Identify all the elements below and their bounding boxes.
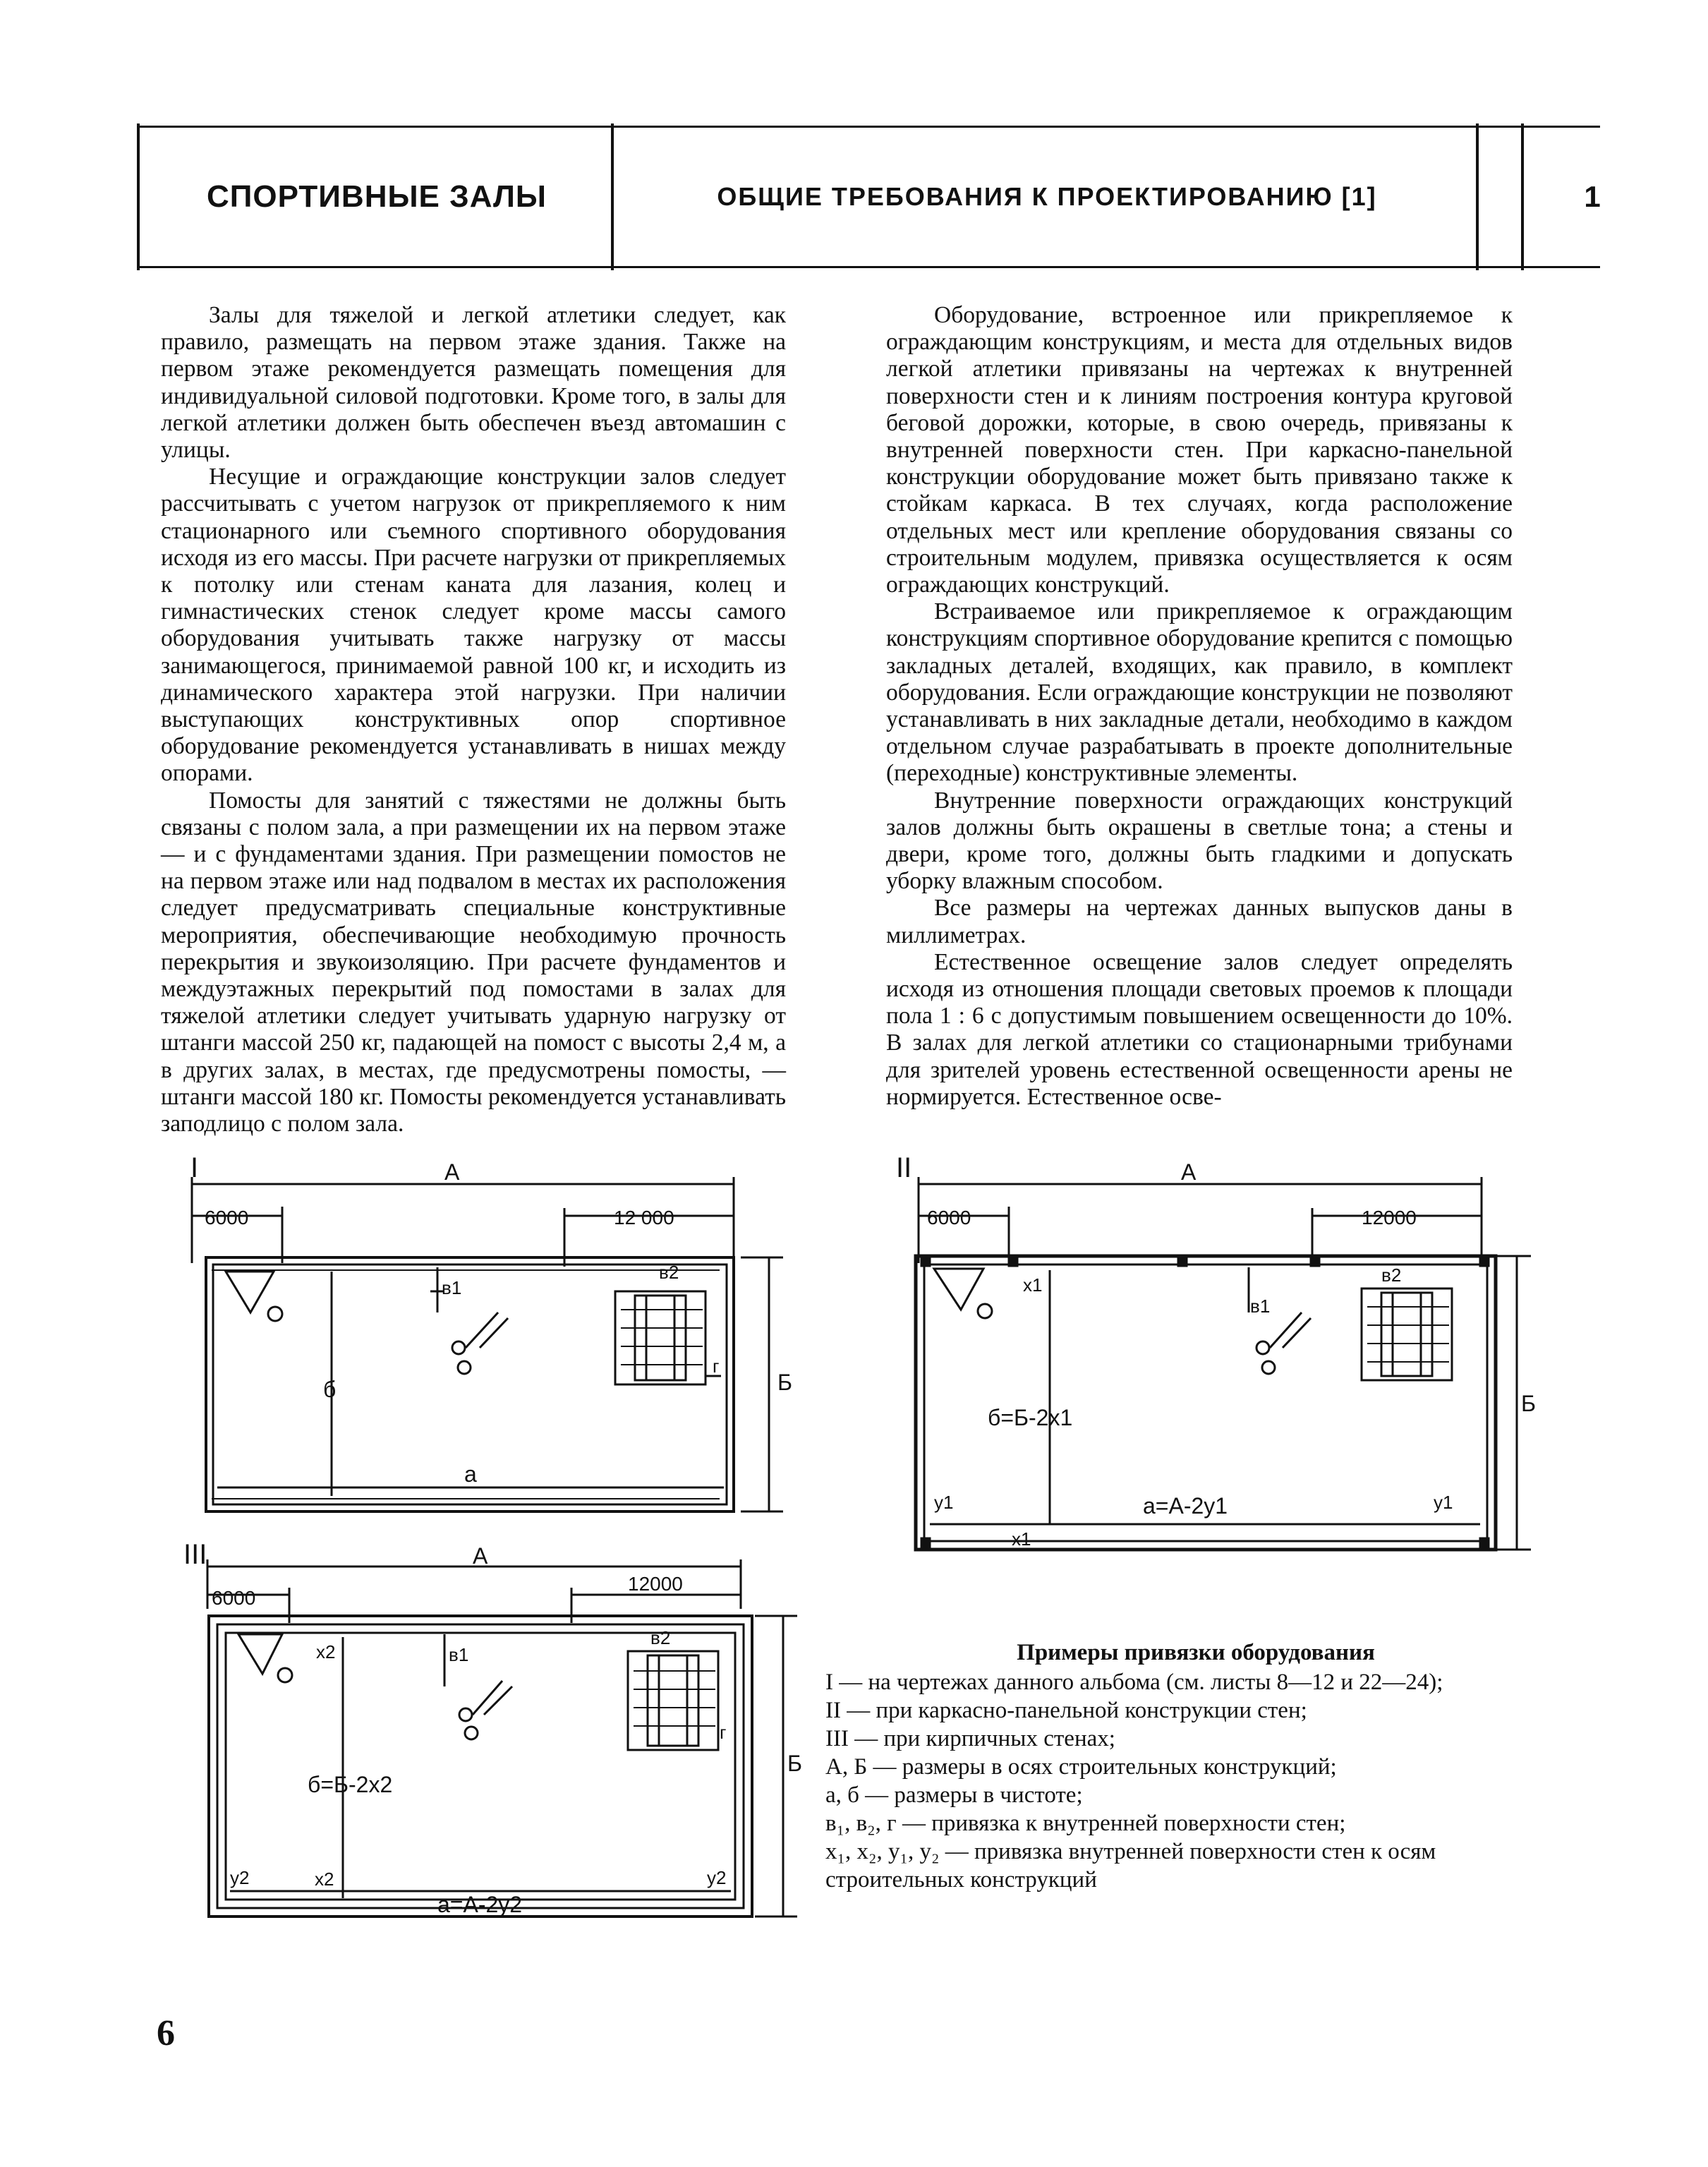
paragraph: Внутренние поверхности ограждающих конструкций залов должны быть окрашены в светлые тона; а стены и двери, кроме того, должны быть гладкими и допускать уборку влажным способом.: [886, 787, 1513, 895]
paragraph: Залы для тяжелой и легкой атлетики следует, как правило, размещать на первом этаже здания. Также на первом этаже рекомендуется размещать помещения для индивидуальной силовой подготовки. Кроме того, в залы для легкой атлетики должен быть обеспечен въезд автомашин с улицы.: [161, 302, 786, 464]
b1-label: в1: [1250, 1296, 1271, 1317]
dim-A-label: А: [444, 1159, 460, 1185]
caption-line: А, Б — размеры в осях строительных конструкций;: [825, 1754, 1337, 1780]
y2-label: у2: [230, 1867, 250, 1888]
dim-A-label: А: [1181, 1159, 1197, 1185]
y1-label: у1: [1434, 1492, 1453, 1513]
header-divider: [1521, 123, 1524, 270]
page-header: [137, 126, 1600, 268]
b2-label: в2: [650, 1627, 671, 1648]
caption-title: Примеры привязки оборудования: [1017, 1640, 1375, 1665]
inner-a-label: а=А-2у1: [1143, 1493, 1228, 1519]
caption-line: x₁, x₂, y₁, y₂ — привязка внутренней поверхности стен к осям строительных конструкций: [825, 1839, 1436, 1893]
paragraph: Естественное освещение залов следует определять исходя из отношения площади световых проемов к площади пола 1 : 6 с допустимым повышением освещенности до 10%. В залах для легкой атлетики со стационарными трибунами для зрителей уровень естественной освещенности арены не нормируется. Естественное осве-: [886, 948, 1513, 1110]
dim-6000-label: 6000: [205, 1207, 249, 1229]
x1-label: x1: [1023, 1274, 1043, 1296]
plan-diagram-2: [896, 1143, 1536, 1550]
inner-b-label: б=Б-2x2: [308, 1772, 393, 1797]
dim-B-label: Б: [1521, 1391, 1536, 1416]
plan-label: III: [183, 1539, 207, 1570]
dim-a-label: а: [464, 1461, 477, 1487]
plan-label: I: [190, 1152, 199, 1183]
paragraph: Все размеры на чертежах данных выпусков даны в миллиметрах.: [886, 895, 1513, 948]
dim-12000-label: 12000: [628, 1573, 683, 1595]
sheet-title: ОБЩИЕ ТРЕБОВАНИЯ К ПРОЕКТИРОВАНИЮ [1]: [717, 182, 1377, 211]
plan-diagram-3: [176, 1538, 811, 1933]
figure-caption: [825, 1638, 1503, 1894]
sheet-number: 1: [1584, 180, 1601, 213]
paragraph: Помосты для занятий с тяжестями не должны быть связаны с полом зала, а при размещении их на первом этаже — и с фундаментами здания. При размещении помостов не на первом этаже или над подвалом в местах их расположения следует предусматривать специальные конструктивные мероприятия, обеспечивающие необходимую прочность перекрытия и звукоизоляцию. При расчете фундаментов и междуэтажных перекрытий под помостами в залах для тяжелой атлетики следует учитывать ударную нагрузку от штанги массой 250 кг, падающей на помост с высоты 2,4 м, а в других залах, в местах, где предусмотрены помосты, — штанги массой 180 кг. Помосты рекомендуется устанавливать заподлицо с полом зала.: [161, 787, 786, 1137]
dim-B-label: Б: [777, 1370, 792, 1395]
b1-label: в1: [442, 1277, 462, 1298]
left-text-column: [161, 302, 786, 1137]
paragraph: Несущие и ограждающие конструкции залов следует рассчитывать с учетом нагрузок от прикрепляемого к ним стационарного или съемного спортивного оборудования исходя из его массы. При расчете нагрузки от прикрепляемых к потолку или стенам каната для лазания, колец и гимнастических стенок следует кроме массы самого оборудования учитывать также нагрузку от массы занимающегося, принимаемой равной 100 кг, и исходить из динамического характера этой нагрузки. При наличии выступающих конструктивных опор спортивное оборудование рекомендуется устанавливать в нишах между опорами.: [161, 464, 786, 787]
dim-b-label: б: [323, 1377, 337, 1402]
g-label: г: [713, 1356, 720, 1377]
dim-12000-label: 12000: [1362, 1207, 1417, 1229]
paragraph: Встраиваемое или прикрепляемое к ограждающим конструкциям спортивное оборудование крепится с помощью закладных деталей, входящих, как правило, в комплект оборудования. Если ограждающие конструкции не позволяют устанавливать в них закладные детали, необходимо в каждом отдельном случае разрабатывать в проекте дополнительные (переходные) конструктивные элементы.: [886, 598, 1513, 787]
caption-line: а, б — размеры в чистоте;: [825, 1782, 1083, 1808]
right-text-column: [886, 302, 1513, 1111]
hall-wall: [209, 1616, 752, 1917]
caption-line: I — на чертежах данного альбома (см. листы 8—12 и 22—24);: [825, 1670, 1443, 1695]
b2-label: в2: [1381, 1264, 1402, 1286]
dim-B-label: Б: [787, 1751, 802, 1776]
y2-label: у2: [707, 1867, 727, 1888]
caption-line: II — при каркасно-панельной конструкции стен;: [825, 1698, 1307, 1723]
x2-label: x2: [316, 1641, 336, 1662]
y1-label: у1: [934, 1492, 954, 1513]
caption-line: III — при кирпичных стенах;: [825, 1726, 1115, 1751]
x2-label: x2: [315, 1869, 334, 1890]
inner-a-label: а=А-2у2: [437, 1892, 523, 1917]
paragraph: Оборудование, встроенное или прикрепляемое к ограждающим конструкциям, и места для отдельных видов легкой атлетики привязаны на чертежах к внутренней поверхности стен и к линиям построения контура круговой беговой дорожки, которые, в свою очередь, привязаны к внутренней поверхности стен. При каркасно-панельной конструкции оборудование может быть привязано также к стойкам каркаса. В тех случаях, когда расположение отдельных мест или крепление оборудования связаны со строительным модулем, привязка осуществляется к осям ограждающих конструкций.: [886, 302, 1513, 598]
dim-12000-label: 12 000: [614, 1207, 674, 1229]
caption-line: в₁, в₂, г — привязка к внутренней поверхности стен;: [825, 1811, 1346, 1836]
section-title: СПОРТИВНЫЕ ЗАЛЫ: [207, 179, 547, 214]
dim-A-label: А: [473, 1543, 488, 1569]
x1-label: x1: [1012, 1528, 1031, 1550]
b1-label: в1: [449, 1644, 469, 1665]
page-number: 6: [157, 2013, 175, 2053]
g-label: г: [720, 1722, 727, 1743]
dim-6000-label: 6000: [927, 1207, 971, 1229]
dim-6000-label: 6000: [212, 1587, 256, 1609]
plan-label: II: [896, 1152, 912, 1183]
b2-label: в2: [659, 1262, 679, 1283]
inner-b-label: б=Б-2x1: [988, 1405, 1073, 1430]
plan-diagram-1: [169, 1143, 804, 1538]
